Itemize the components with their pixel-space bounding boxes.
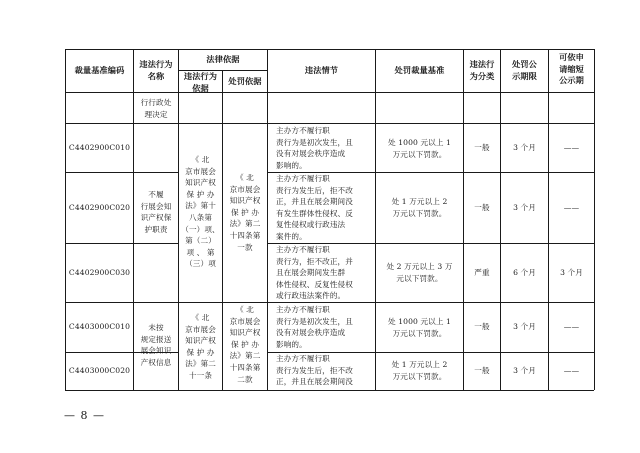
header-standard: 处罚裁量基准: [394, 65, 445, 75]
row-shorten: ——: [563, 366, 580, 375]
header-code: 裁量基准编码: [74, 65, 125, 75]
table-rule: [500, 49, 501, 390]
row-classification: 一般: [474, 322, 490, 331]
page-number: — 8 —: [64, 409, 105, 422]
row-standard: 处 1 万元以上 2 万元以下罚款。: [391, 197, 448, 218]
row-shorten: ——: [563, 143, 580, 152]
row-standard: 处 1000 元以上 1 万元以下罚款。: [388, 138, 451, 159]
penalty-basis: 《 北 京市展会 知识产权 保 护 办 法》第二 十四条第 一款: [229, 173, 261, 252]
row-standard: 处 1 万元以上 2 万元以下罚款。: [391, 360, 448, 381]
row-code: C4402900C030: [68, 268, 131, 277]
table-rule: [65, 49, 66, 390]
violation-name: 不履 行展会知 识产权保 护职责: [140, 190, 172, 234]
table-rule: [548, 49, 549, 390]
header-penalty-basis: 处罚依据: [228, 76, 262, 86]
table-rule: [594, 49, 595, 390]
table-rule: [65, 243, 178, 244]
violation-basis: 《 北 京市展会 知识产权 保 护 办 法》第十 八条第 （一）项、 第（二） 项 、 第 （三）项: [181, 155, 220, 269]
header-publicity-period: 处罚公 示期限: [512, 59, 537, 81]
penalty-basis: 《 北 京市展会 知识产权 保 护 办 法》第二 十四条第 二款: [229, 305, 261, 384]
header-violation-name: 违法行为 名称: [139, 59, 173, 81]
row-period: 3 个月: [513, 203, 536, 212]
table-rule: [65, 92, 594, 93]
row-period: 3 个月: [513, 366, 536, 375]
table-rule: [463, 49, 464, 390]
row-circumstances: 主办方不履行职 责行为是初次发生，且 没有对展会秩序造成 影响的。: [276, 305, 353, 349]
row-shorten: ——: [563, 322, 580, 331]
row-period: 3 个月: [513, 143, 536, 152]
row-classification: 严重: [474, 268, 490, 277]
header-legal-basis: 法律依据: [206, 54, 240, 64]
row-standard: 处 1000 元以上 1 万元以下罚款。: [388, 317, 451, 338]
row-code: C4402900C010: [68, 143, 131, 152]
row-period: 3 个月: [513, 322, 536, 331]
row-circumstances: 主办方不履行职 责行为，拒不改正，并 且在展会期间发生群 体性侵权、反复性侵权 或行政违法案件的。: [276, 245, 353, 301]
row-classification: 一般: [474, 143, 490, 152]
table-rule: [267, 49, 268, 390]
row-circumstances: 主办方不履行职 责行为发生后，拒不改 正，并且在展会期间没 有发生群体性侵权、反 复性侵权或行政违法 案件的。: [276, 174, 353, 241]
row-shorten: ——: [563, 203, 580, 212]
row-standard: 处 2 万元以上 3 万 元以下罚款。: [386, 262, 453, 283]
table-rule: [65, 49, 594, 50]
row-shorten: 3 个月: [560, 268, 583, 277]
row-circumstances: 主办方不履行职 责行为发生后，拒不改 正，并且在展会期间没: [276, 354, 353, 387]
row-classification: 一般: [474, 203, 490, 212]
violation-basis: 《 北 京市展会 知识产权 保 护 办 法》第二 十一条: [185, 313, 216, 380]
row-code: C4402900C020: [68, 203, 131, 212]
header-shorten: 可依申 请缩短 公示期: [559, 52, 584, 86]
row-period: 6 个月: [513, 268, 536, 277]
violation-name: 未按 规定报送 展会知识 产权信息: [140, 323, 172, 367]
row-classification: 一般: [474, 366, 490, 375]
table-rule: [65, 302, 594, 303]
table-rule: [65, 172, 178, 173]
table-rule: [65, 390, 594, 391]
header-classification: 违法行 为分类: [469, 59, 495, 81]
continuation-text: 行行政处 理决定: [140, 98, 172, 119]
row-code: C4403000C010: [68, 322, 131, 331]
table-rule: [65, 123, 594, 124]
header-violation-basis: 违法行为 依据: [183, 71, 218, 93]
row-circumstances: 主办方不履行职 责行为是初次发生，且 没有对展会秩序造成 影响的。: [276, 126, 353, 170]
header-circumstances: 违法情节: [304, 65, 339, 75]
row-code: C4403000C020: [68, 366, 131, 375]
